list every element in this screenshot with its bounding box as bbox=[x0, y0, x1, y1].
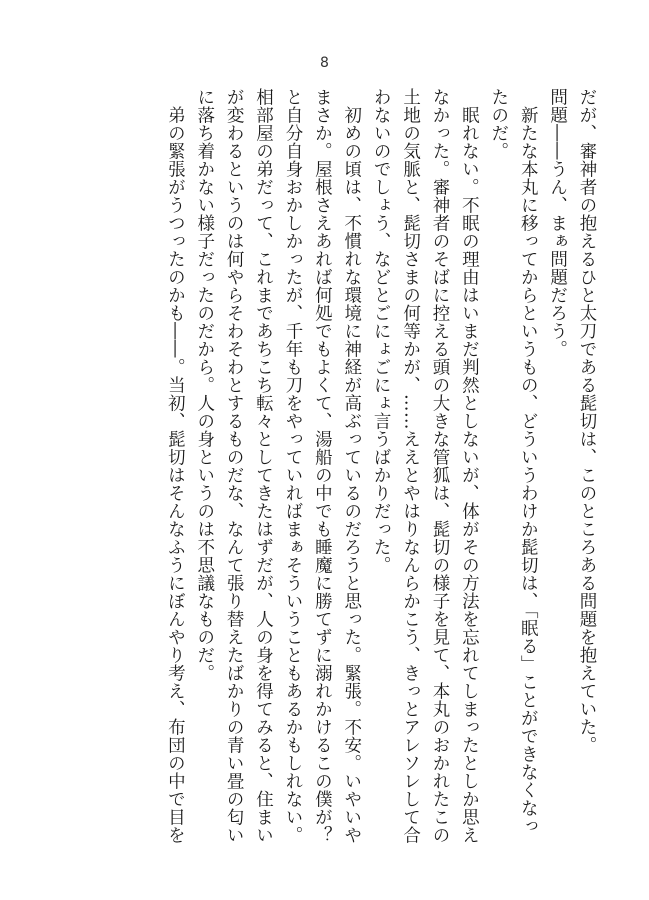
text-line: と自分自身おかしかったが、千年も刀をやっていればまぁそういうこともあるかもしれない。 bbox=[282, 88, 303, 844]
text-line: 弟の緊張がうつったのかも――。当初、髭切はそんなふうにぼんやり考え、布団の中で目を bbox=[165, 105, 186, 844]
page-number: 8 bbox=[320, 55, 329, 71]
text-line: わないのでしょう、などとごにょごにょ言うばかりだった。 bbox=[371, 88, 392, 574]
text-line: 問題――うん、まぁ問題だろう。 bbox=[547, 88, 568, 358]
text-line: 初めの頃は、不慣れな環境に神経が高ぶっているのだろうと思った。緊張。不安。いやいや bbox=[341, 105, 362, 844]
text-line: 土地の気脈と、髭切さまの何等かが、……ええとやはりなんらかこう、きっとアレソレして合 bbox=[400, 88, 421, 844]
text-line: 眠れない。不眠の理由はいまだ判然としないが、体がその方法を忘れてしまったとしか思え bbox=[459, 105, 480, 844]
text-line: に落ち着かない様子だったのだから。人の身というのは不思議なものだ。 bbox=[194, 88, 215, 682]
text-line: 新たな本丸に移ってからというもの、どういうわけか髭切は、「眠る」ことができなくなっ bbox=[518, 105, 539, 835]
text-line: が変わるというのは何やらそわそわとするものだな、なんて張り替えたばかりの青い畳の匂い bbox=[224, 88, 245, 844]
text-line: まさか。屋根さえあれば何処でもよくて、湯船の中でも睡魔に勝てずに溺れかけるこの僕が？ bbox=[312, 88, 333, 844]
vertical-text-body bbox=[160, 88, 601, 848]
text-line: 相部屋の弟だって、これまであちこち転々としてきたはずだが、人の身を得てみると、住まい bbox=[253, 88, 274, 844]
text-line: なかった。審神者のそばに控える頭の大きな管狐は、髭切の様子を見て、本丸のおかれたこの bbox=[429, 88, 450, 844]
text-line: たのだ。 bbox=[488, 88, 509, 160]
text-line: だが、審神者の抱えるひと太刀である髭切は、このところある問題を抱えていた。 bbox=[577, 88, 597, 754]
